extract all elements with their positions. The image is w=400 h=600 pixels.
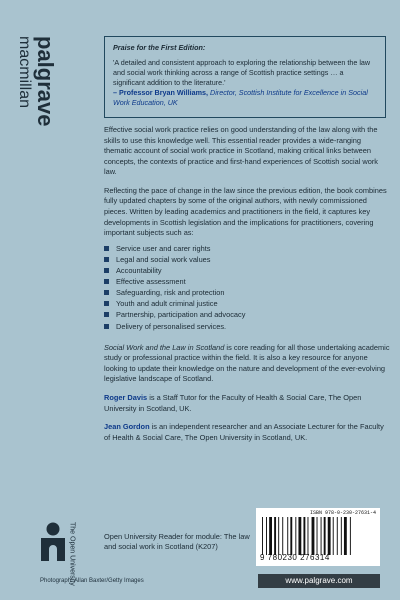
- barcode-bar: [298, 517, 301, 555]
- praise-heading: Praise for the First Edition:: [113, 43, 206, 52]
- subject-item: Youth and adult criminal justice: [104, 298, 390, 309]
- subject-item: Effective assessment: [104, 276, 390, 287]
- website-link[interactable]: www.palgrave.com: [258, 574, 380, 588]
- barcode-bar: [337, 517, 338, 555]
- book-title: Social Work and the Law in Scotland: [104, 342, 225, 352]
- praise-box: [104, 36, 386, 118]
- photo-credit: Photograph: Allan Baxter/Getty Images: [40, 578, 144, 584]
- subject-item: Safeguarding, risk and protection: [104, 287, 390, 298]
- author-bio-2: [104, 422, 390, 443]
- praise-author: – Professor Bryan Williams,: [113, 87, 209, 97]
- subject-item: Accountability: [104, 265, 390, 276]
- barcode-bar: [324, 517, 326, 555]
- blurb-paragraph-3-text: is core reading for all those undertaking academic study or professional practice within the field. It is also a key resource for anyone looking to update their knowledge on the nature and development of the ever-evolving legislative landscape of Scotland.: [104, 342, 390, 384]
- open-university-logo-icon: [40, 522, 66, 562]
- publisher-imprint: macmillan: [16, 36, 33, 109]
- barcode-bar: [312, 517, 315, 555]
- isbn-text: ISBN 978-0-230-27631-4: [309, 510, 376, 516]
- subject-list: [104, 243, 390, 332]
- barcode-bar: [350, 517, 351, 555]
- barcode-bar: [262, 517, 263, 555]
- barcode-bar: [308, 517, 309, 555]
- barcode-bar: [321, 517, 322, 555]
- subject-item: Legal and social work values: [104, 254, 390, 265]
- blurb-paragraph-3: [104, 343, 390, 385]
- author-bio-1: [104, 393, 390, 414]
- barcode-bar: [344, 517, 347, 555]
- author-name-1: Roger Davis: [104, 392, 148, 402]
- author-bio-2-text: is an independent researcher and an Associate Lecturer for the Faculty of Health & Social Care, The Open University in Scotland, UK.: [104, 422, 384, 442]
- author-name-2: Jean Gordon: [104, 422, 150, 432]
- blurb-paragraph-2: Reflecting the pace of change in the law since the previous edition, the book combines fully updated chapters by some of the original authors, with newly commissioned pieces. Written by leading academics and practitioners in the field, it captures key developments in Scottish legislation and the implications for practitioners, covering important subjects such as:: [104, 185, 387, 238]
- open-university-logo-text: The Open University: [68, 522, 76, 586]
- barcode-bar: [282, 517, 283, 555]
- praise-quote: 'A detailed and consistent approach to exploring the relationship between the law and social work thinking across a range of Scottish practice settings … a significant addition to the literature.': [113, 57, 371, 87]
- reader-note: Open University Reader for module: The law and social work in Scotland (K207): [104, 532, 250, 552]
- open-university-wordmark: [68, 522, 90, 586]
- barcode-bar: [269, 517, 272, 555]
- author-bio-1-text: is a Staff Tutor for the Faculty of Health & Social Care, The Open University in Scotland, UK.: [104, 392, 362, 413]
- barcode-bar: [287, 517, 288, 555]
- barcode-bar: [290, 517, 292, 555]
- barcode-bar: [278, 517, 279, 555]
- subject-item: Partnership, participation and advocacy: [104, 309, 390, 320]
- subject-item: Service user and carer rights: [104, 243, 390, 254]
- barcode-bar: [328, 517, 331, 555]
- publisher-name: palgrave: [33, 36, 58, 127]
- barcode-bar: [333, 517, 334, 555]
- subject-item: Delivery of personalised services.: [104, 321, 390, 332]
- barcode-bar: [274, 517, 276, 555]
- barcode-bar: [341, 517, 342, 555]
- publisher-logo: [16, 36, 58, 146]
- blurb-paragraph-1: Effective social work practice relies on good understanding of the law along with the skills to use this knowledge well. This essential reader provides a wide-ranging thematic account of social work practice in Scotland, making critical links between concepts, the contexts of practice and first-hand experiences of Scottish social work law.: [104, 125, 379, 177]
- barcode-bar: [317, 517, 318, 555]
- isbn-barcode: [256, 508, 380, 566]
- barcode-bar: [303, 517, 305, 555]
- blurb: [104, 125, 390, 451]
- praise-attribution: [113, 88, 377, 108]
- praise-affiliation: Director, Scottish Institute for Excellence in Social Work Education, UK: [113, 87, 368, 107]
- barcode: [260, 517, 376, 555]
- barcode-digits: 9 780230 276314: [260, 553, 330, 562]
- barcode-bar: [266, 517, 267, 555]
- barcode-bar: [295, 517, 296, 555]
